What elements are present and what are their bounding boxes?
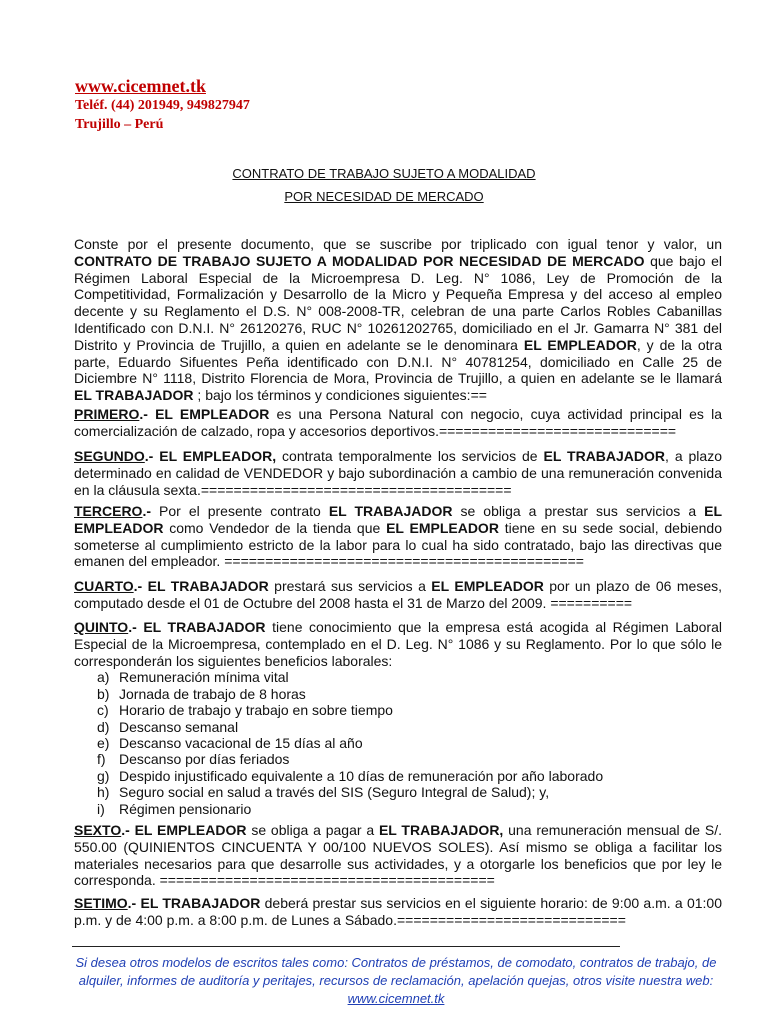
website-link[interactable]: www.cicemnet.tk — [75, 76, 206, 96]
list-item-text: Seguro social en salud a través del SIS (Seguro Integral de Salud); y, — [119, 784, 550, 801]
party-employer: EL EMPLEADOR — [386, 519, 499, 536]
clause-separator: .- — [121, 822, 135, 838]
list-item-text: Descanso por días feriados — [119, 751, 290, 768]
party-employer: EL EMPLEADOR — [134, 822, 247, 838]
letterhead — [75, 76, 250, 134]
party-worker: EL TRABAJADOR — [140, 895, 261, 911]
clause-label: QUINTO — [74, 619, 129, 635]
clause-text: una remuneración mensual de S/. 550.00 (QUINIENTOS CINCUENTA Y 00/100 NUEVOS SOLES). Así mismo se obliga a facilitar los materiales necesarios para que desarrolle sus actividades, y a otorgarle los beneficios que por ley le corresponda. ========================================= — [74, 822, 723, 889]
city-line: Trujillo – Perú — [75, 117, 164, 132]
clause-separator: .- — [127, 895, 141, 911]
party-worker: EL TRABAJADOR — [543, 448, 666, 464]
clause-label: SEXTO — [74, 822, 122, 838]
clause-separator: .- — [133, 578, 148, 594]
clause-text: Por el presente contrato — [159, 503, 329, 519]
intro-text: , y de la otra parte, Eduardo Sifuentes Peña identificado con D.N.I. N° 40781254, domiciliado en Calle 25 de Diciembre N° 1118, Distrito Florencia de Mora, Provincia de Trujillo, a quien en adelante se le llamará — [74, 336, 722, 387]
clause-quinto — [74, 619, 722, 817]
footer-text: Si desea otros modelos de escritos tales como: Contratos de préstamos, de comodato, contratos de trabajo, de alquiler, informes de auditoría y peritajes, recursos de reclamación, apelación quejas, otros visite nuestra web: — [75, 955, 717, 988]
list-item-text: Descanso semanal — [119, 718, 239, 735]
clause-text: se obliga a prestar sus servicios a — [452, 503, 705, 519]
benefits-list — [74, 669, 722, 817]
intro-text: que bajo el Régimen Laboral Especial de la Microempresa D. Leg. N° 1086, Ley de Promoción de la Competitividad, Formalización y Desarrollo de la Micro y Pequeña Empresa y del acceso al empleo decente y su Reglamento el D.S. N° 008-2008-TR, celebran de una parte Carlos Robles Cabanillas Identificado con D.N.I. N° 26120276, RUC N° 10261202765, domiciliado en el Jr. Gamarra N° 381 del Distrito y Provincia de Trujillo, a quien en adelante se le denominara — [74, 252, 722, 353]
document-title-line-1: CONTRATO DE TRABAJO SUJETO A MODALIDAD — [232, 166, 536, 181]
list-item-text: Régimen pensionario — [119, 800, 252, 817]
party-employer: EL EMPLEADOR — [523, 336, 637, 353]
clause-sexto — [74, 822, 722, 889]
clause-cuarto — [74, 578, 722, 612]
clause-text: deberá prestar sus servicios en el siguiente horario: de 9:00 a.m. a 01:00 p.m. y de 4:00 p.m. a 8:00 p.m. de Lunes a Sábado.============================ — [74, 895, 722, 928]
list-marker: c) — [97, 702, 109, 719]
phone-line: Teléf. (44) 201949, 949827947 — [75, 98, 250, 113]
footer-website-link[interactable]: www.cicemnet.tk — [347, 991, 445, 1006]
clause-separator: .- — [128, 619, 144, 635]
party-worker: EL TRABAJADOR — [328, 503, 453, 519]
clause-separator: .- — [144, 448, 160, 464]
list-marker: d) — [97, 718, 110, 735]
list-item-text: Horario de trabajo y trabajo en sobre tiempo — [119, 702, 393, 719]
clause-text: prestará sus servicios a — [268, 578, 432, 594]
list-item — [74, 768, 722, 784]
clause-segundo — [74, 448, 722, 498]
list-item — [74, 801, 722, 817]
party-employer: EL EMPLEADOR — [431, 578, 544, 594]
clause-separator: .- — [139, 406, 156, 422]
party-employer: EL EMPLEADOR — [74, 503, 723, 536]
document-title-line-2: POR NECESIDAD DE MERCADO — [284, 189, 484, 204]
party-worker: EL TRABAJADOR — [74, 387, 194, 404]
footer-note — [72, 954, 720, 1008]
list-marker: f) — [97, 751, 106, 768]
clause-primero — [74, 406, 722, 440]
clause-label: SEGUNDO — [74, 448, 145, 464]
intro-text: ; bajo los términos y condiciones siguientes:== — [193, 387, 487, 404]
clause-text: , a plazo determinado en calidad de VENDEDOR y bajo subordinación a cambio de una remuneración convenida en la cláusula sexta.====================================== — [74, 448, 722, 498]
party-worker: EL TRABAJADOR — [147, 578, 269, 594]
clause-text: tiene en su sede social, debiendo someterse al cumplimiento estricto de la labor para lo cual ha sido contratado, bajo las directivas que emanen del empleador. ============================================ — [74, 519, 722, 570]
list-item-text: Descanso vacacional de 15 días al año — [119, 735, 363, 752]
list-item — [74, 702, 722, 718]
list-item — [74, 751, 722, 767]
list-item — [74, 735, 722, 751]
intro-text: Conste por el presente documento, que se suscribe por triplicado con igual tenor y valor, un — [74, 236, 722, 252]
list-item-text: Remuneración mínima vital — [119, 669, 289, 686]
list-item-text: Jornada de trabajo de 8 horas — [119, 685, 306, 702]
clause-separator: .- — [142, 503, 160, 519]
list-item — [74, 719, 722, 735]
clause-label: PRIMERO — [74, 406, 140, 422]
list-marker: g) — [97, 767, 110, 784]
list-marker: b) — [97, 685, 110, 702]
clause-text: tiene conocimiento que la empresa está acogida al Régimen Laboral Especial de la Microempresa, contemplado en el D. Leg. N° 1086 y su Reglamento. Por lo que sólo le corresponderán los siguientes beneficios laborales: — [74, 619, 722, 669]
clause-text: por un plazo de 06 meses, computado desde el 01 de Octubre del 2008 hasta el 31 de Marzo del 2009. ========== — [74, 578, 722, 611]
clause-label: SETIMO — [74, 895, 128, 911]
list-marker: e) — [97, 735, 110, 752]
clause-text: se obliga a pagar a — [246, 822, 379, 838]
list-item-text: Despido injustificado equivalente a 10 días de remuneración por año laborado — [119, 767, 604, 784]
list-item — [74, 784, 722, 800]
party-worker: EL TRABAJADOR — [143, 619, 266, 635]
clause-setimo — [74, 895, 722, 929]
list-marker: i) — [97, 800, 105, 817]
party-employer: EL EMPLEADOR, — [159, 448, 277, 464]
intro-paragraph — [74, 236, 722, 404]
clause-tercero — [74, 503, 722, 570]
clause-label: TERCERO — [74, 503, 143, 519]
list-item — [74, 669, 722, 685]
clause-text: contrata temporalmente los servicios de — [276, 448, 544, 464]
clause-text: es una Persona Natural con negocio, cuya actividad principal es la comercialización de calzado, ropa y accesorios deportivos.============================= — [74, 406, 722, 439]
clause-label: CUARTO — [74, 578, 134, 594]
party-employer: EL EMPLEADOR — [155, 406, 270, 422]
list-marker: h) — [97, 784, 110, 801]
footer-divider — [72, 946, 620, 947]
list-marker: a) — [97, 669, 110, 686]
list-item — [74, 686, 722, 702]
contract-name: CONTRATO DE TRABAJO SUJETO A MODALIDAD POR NECESIDAD DE MERCADO — [74, 252, 645, 269]
party-worker: EL TRABAJADOR, — [378, 822, 504, 838]
clause-text: como Vendedor de la tienda que — [163, 519, 387, 536]
